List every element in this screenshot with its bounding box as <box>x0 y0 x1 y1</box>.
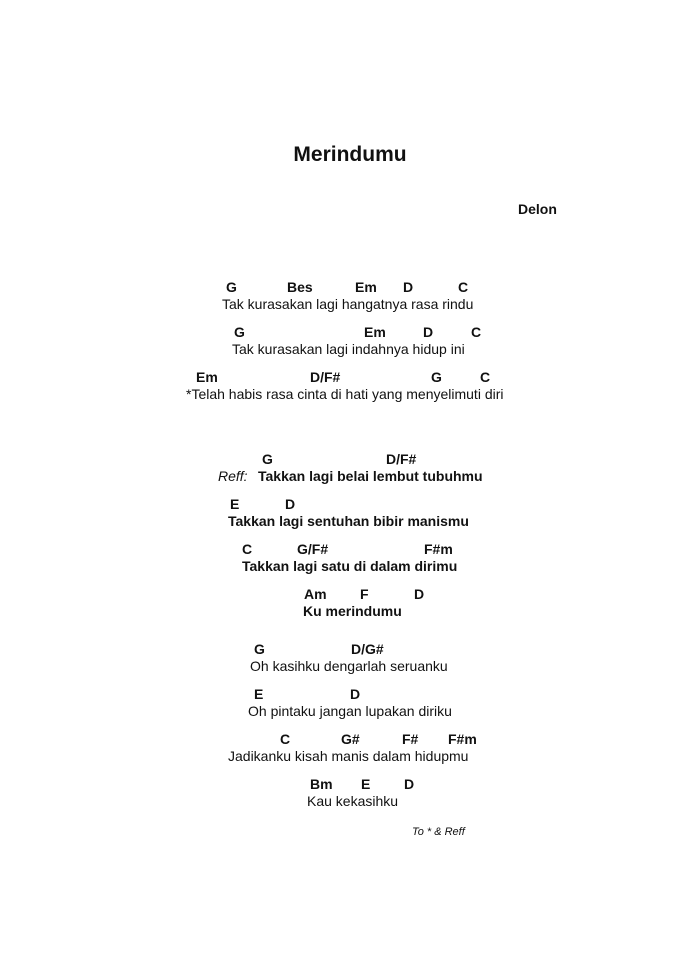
chord: D <box>423 324 434 340</box>
chord: F#m <box>424 541 453 557</box>
chord: F# <box>402 731 419 747</box>
lyric-line: Tak kurasakan lagi hangatnya rasa rindu <box>222 296 474 312</box>
chord: C <box>242 541 253 557</box>
lyric-line: Ku merindumu <box>303 603 402 619</box>
chord: D/F# <box>310 369 341 385</box>
lyric-line: Jadikanku kisah manis dalam hidupmu <box>228 748 469 764</box>
chord: D/G# <box>351 641 384 657</box>
lyric-line: Oh kasihku dengarlah seruanku <box>250 658 448 674</box>
artist-name: Delon <box>518 201 557 217</box>
repeat-note: To * & Reff <box>412 826 465 838</box>
chord: C <box>458 279 469 295</box>
chord: D <box>404 776 415 792</box>
lyric-line: Takkan lagi satu di dalam dirimu <box>242 558 458 574</box>
chord: E <box>254 686 264 702</box>
lyric-line: Tak kurasakan lagi indahnya hidup ini <box>232 341 465 357</box>
chord: Em <box>364 324 386 340</box>
chord: G <box>234 324 245 340</box>
lyric-line: *Telah habis rasa cinta di hati yang menyelimuti diri <box>186 386 504 402</box>
lyric-line: Takkan lagi sentuhan bibir manismu <box>228 513 469 529</box>
chord: G <box>254 641 265 657</box>
chord: C <box>480 369 491 385</box>
chord: G <box>431 369 442 385</box>
chord: G <box>262 451 273 467</box>
chord: D <box>285 496 296 512</box>
chord: Em <box>355 279 377 295</box>
chord: G <box>226 279 237 295</box>
chord: Bm <box>310 776 333 792</box>
chord: Bes <box>287 279 313 295</box>
song-title: Merindumu <box>293 143 407 166</box>
chord: F <box>360 586 369 602</box>
chord: E <box>361 776 371 792</box>
chord: Am <box>304 586 327 602</box>
chord: C <box>471 324 482 340</box>
chord: D <box>414 586 425 602</box>
chord: E <box>230 496 240 512</box>
chord: G/F# <box>297 541 329 557</box>
chord: D <box>350 686 361 702</box>
chord: C <box>280 731 291 747</box>
lyric-line: Oh pintaku jangan lupakan diriku <box>248 703 452 719</box>
lyric-line: Kau kekasihku <box>307 793 399 809</box>
chord: D <box>403 279 414 295</box>
chord: D/F# <box>386 451 417 467</box>
chord: G# <box>341 731 360 747</box>
reff-label: Reff: <box>218 468 248 484</box>
lyric-line: Takkan lagi belai lembut tubuhmu <box>258 468 483 484</box>
chord: F#m <box>448 731 477 747</box>
chord: Em <box>196 369 218 385</box>
